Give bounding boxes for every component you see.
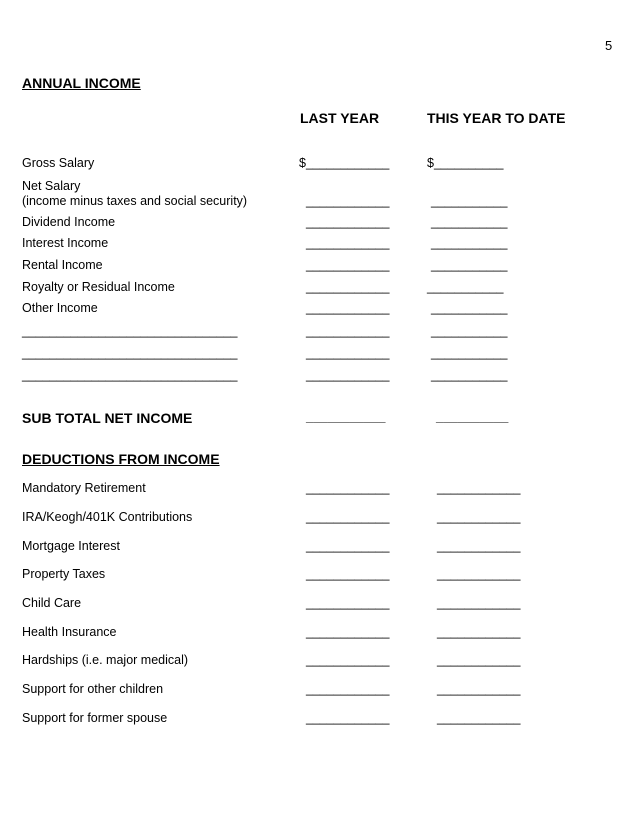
interest-this-year-field[interactable]: ___________ xyxy=(431,236,508,250)
deduction-label-property-taxes: Property Taxes xyxy=(22,567,106,581)
royalty-last-year-field[interactable]: ____________ xyxy=(306,280,390,294)
custom-income-last-year-field[interactable]: ____________ xyxy=(306,346,390,360)
custom-income-this-year-field[interactable]: ___________ xyxy=(431,324,508,338)
dividend-this-year-field[interactable]: ___________ xyxy=(431,215,508,229)
other-income-this-year-field[interactable]: ___________ xyxy=(431,301,508,315)
custom-income-this-year-field[interactable]: ___________ xyxy=(431,346,508,360)
last-year-column-header: LAST YEAR xyxy=(300,110,380,126)
support-other-children-this-year-field[interactable]: ____________ xyxy=(437,682,521,696)
custom-income-last-year-field[interactable]: ____________ xyxy=(306,324,390,338)
support-other-children-last-year-field[interactable]: ____________ xyxy=(306,682,390,696)
child-care-last-year-field[interactable]: ____________ xyxy=(306,596,390,610)
deduction-label-hardships: Hardships (i.e. major medical) xyxy=(22,653,189,667)
rental-this-year-field[interactable]: ___________ xyxy=(431,258,508,272)
custom-income-this-year-field[interactable]: ___________ xyxy=(431,368,508,382)
property-taxes-last-year-field[interactable]: ____________ xyxy=(306,567,390,581)
deduction-label-ira: IRA/Keogh/401K Contributions xyxy=(22,510,193,524)
child-care-this-year-field[interactable]: ____________ xyxy=(437,596,521,610)
deduction-label-health-insurance: Health Insurance xyxy=(22,625,117,639)
income-label-dividend: Dividend Income xyxy=(22,215,116,229)
gross-salary-this-year-field[interactable]: $__________ xyxy=(427,156,504,170)
annual-income-heading: ANNUAL INCOME xyxy=(22,75,141,91)
custom-income-label-field[interactable]: _______________________________ xyxy=(22,368,238,382)
ira-last-year-field[interactable]: ____________ xyxy=(306,510,390,524)
deduction-label-child-care: Child Care xyxy=(22,596,82,610)
deduction-label-support-former-spouse: Support for former spouse xyxy=(22,711,168,725)
subtotal-this-year-field[interactable]: __________ xyxy=(436,409,509,424)
property-taxes-this-year-field[interactable]: ____________ xyxy=(437,567,521,581)
royalty-this-year-field[interactable]: ___________ xyxy=(427,280,504,294)
health-insurance-this-year-field[interactable]: ____________ xyxy=(437,625,521,639)
income-label-net-salary-note: (income minus taxes and social security) xyxy=(22,194,248,208)
custom-income-last-year-field[interactable]: ____________ xyxy=(306,368,390,382)
custom-income-label-field[interactable]: _______________________________ xyxy=(22,324,238,338)
ira-this-year-field[interactable]: ____________ xyxy=(437,510,521,524)
mortgage-interest-last-year-field[interactable]: ____________ xyxy=(306,539,390,553)
subtotal-last-year-field[interactable]: ___________ xyxy=(306,409,386,424)
dividend-last-year-field[interactable]: ____________ xyxy=(306,215,390,229)
income-label-net-salary: Net Salary xyxy=(22,179,81,193)
income-label-rental: Rental Income xyxy=(22,258,103,272)
income-label-other: Other Income xyxy=(22,301,98,315)
support-former-spouse-this-year-field[interactable]: ____________ xyxy=(437,711,521,725)
deduction-label-support-other-children: Support for other children xyxy=(22,682,164,696)
mortgage-interest-this-year-field[interactable]: ____________ xyxy=(437,539,521,553)
deduction-label-mandatory-retirement: Mandatory Retirement xyxy=(22,481,146,495)
deductions-heading: DEDUCTIONS FROM INCOME xyxy=(22,451,220,467)
rental-last-year-field[interactable]: ____________ xyxy=(306,258,390,272)
income-label-gross-salary: Gross Salary xyxy=(22,156,95,170)
net-salary-this-year-field[interactable]: ___________ xyxy=(431,194,508,208)
page-number: 5 xyxy=(605,38,613,53)
this-year-column-header: THIS YEAR TO DATE xyxy=(427,110,566,126)
subtotal-net-income-label: SUB TOTAL NET INCOME xyxy=(22,410,193,426)
mandatory-retirement-last-year-field[interactable]: ____________ xyxy=(306,481,390,495)
interest-last-year-field[interactable]: ____________ xyxy=(306,236,390,250)
mandatory-retirement-this-year-field[interactable]: ____________ xyxy=(437,481,521,495)
health-insurance-last-year-field[interactable]: ____________ xyxy=(306,625,390,639)
deduction-label-mortgage-interest: Mortgage Interest xyxy=(22,539,120,553)
other-income-last-year-field[interactable]: ____________ xyxy=(306,301,390,315)
support-former-spouse-last-year-field[interactable]: ____________ xyxy=(306,711,390,725)
income-label-interest: Interest Income xyxy=(22,236,109,250)
net-salary-last-year-field[interactable]: ____________ xyxy=(306,194,390,208)
custom-income-label-field[interactable]: _______________________________ xyxy=(22,346,238,360)
hardships-this-year-field[interactable]: ____________ xyxy=(437,653,521,667)
income-label-royalty: Royalty or Residual Income xyxy=(22,280,175,294)
gross-salary-last-year-field[interactable]: $____________ xyxy=(299,156,390,170)
hardships-last-year-field[interactable]: ____________ xyxy=(306,653,390,667)
